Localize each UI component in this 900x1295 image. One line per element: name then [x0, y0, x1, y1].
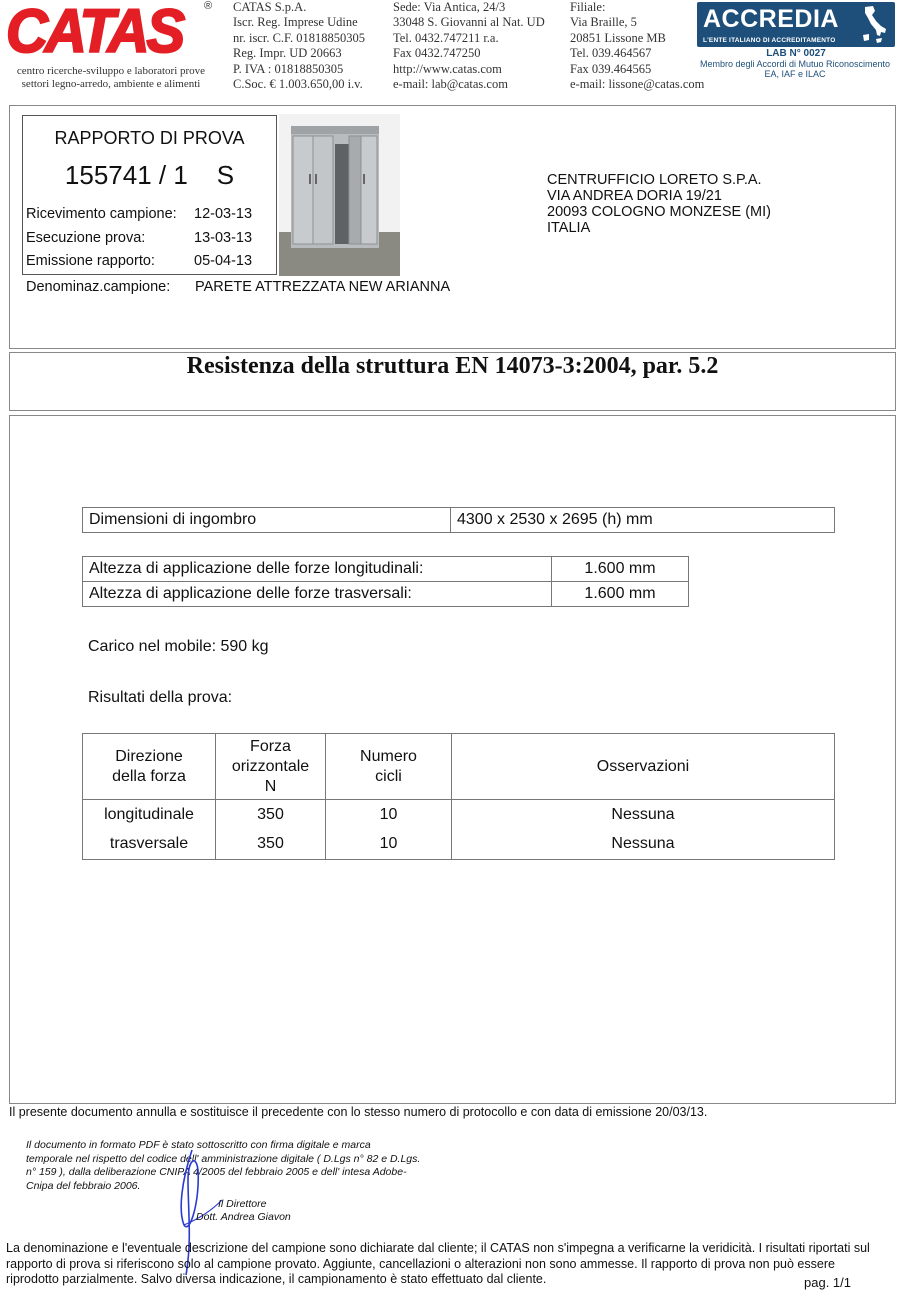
header-force: Forza orizzontale N [216, 734, 326, 800]
test-title: Resistenza della struttura EN 14073-3:2004, par. 5.2 [186, 353, 719, 379]
logo-wordmark: CATAS [6, 0, 183, 66]
row-cycles: 10 [326, 800, 452, 830]
disclaimer: La denominazione e l'eventuale descrizione del campione sono dichiarate dal cliente; il CATAS non s'impegna a verificarne la veridicità. I risultati riportati sul rapporto di prova si riferiscono solo al campione provato. Aggiunte, cancellazioni o alterazioni non sono ammesse. Il rapporto di prova non può essere riprodotto parzialmente. Salvo diversa indicazione, il campionamento è stato effettuato dal cliente. [6, 1241, 870, 1286]
accredia-note: Membro degli Accordi di Mutuo Riconoscimento EA, IAF e ILAC [699, 59, 891, 79]
sample-name-label: Denominaz.campione: [26, 279, 171, 295]
director-title: Il Direttore [218, 1198, 267, 1210]
sample-name-value: PARETE ATTREZZATA NEW ARIANNA [195, 279, 451, 295]
report-id-box [22, 115, 277, 275]
row-force: 350 [216, 800, 326, 830]
accredia-subtitle: L'ENTE ITALIANO DI ACCREDITAMENTO [703, 37, 836, 44]
website-link[interactable]: http://www.catas.com [393, 61, 502, 76]
dimensions-label: Dimensioni di ingombro [83, 508, 451, 533]
sample-photo [279, 114, 400, 276]
results-label: Risultati della prova: [88, 689, 233, 706]
transverse-height-value: 1.600 mm [552, 582, 689, 607]
accredia-lab-number: LAB N° 0027 [766, 48, 826, 59]
filiale-info: Filiale: Via Braille, 5 20851 Lissone MB Tel. 039.464567 Fax 039.464565 e-mail: lissone@catas.com [570, 0, 705, 92]
row-direction: trasversale [83, 830, 216, 860]
accredia-logo [697, 2, 895, 47]
force-height-table [82, 556, 689, 607]
client-country: ITALIA [547, 220, 591, 236]
director-block [196, 1198, 291, 1223]
issued-label: Emissione rapporto: [26, 253, 155, 269]
row-observations: Nessuna [452, 830, 835, 860]
lissone-email-link[interactable]: e-mail: lissone@catas.com [570, 77, 705, 92]
catas-logo [6, 2, 216, 91]
client-address [547, 172, 771, 236]
client-street: VIA ANDREA DORIA 19/21 [547, 188, 722, 204]
table-row [83, 830, 835, 860]
issued-date: 05-04-13 [194, 253, 253, 269]
transverse-height-label: Altezza di applicazione delle forze trasversali: [83, 582, 552, 607]
load-text: Carico nel mobile: 590 kg [88, 638, 269, 655]
header-cycles: Numero cicli [326, 734, 452, 800]
dimensions-table [82, 507, 835, 533]
italy-map-icon [859, 5, 889, 45]
director-name: Dott. Andrea Giavon [196, 1210, 291, 1223]
client-name: CENTRUFFICIO LORETO S.P.A. [547, 172, 762, 188]
accredia-wordmark: ACCREDIA [703, 5, 839, 33]
received-date: 12-03-13 [194, 206, 253, 222]
sede-info: Sede: Via Antica, 24/3 33048 S. Giovanni al Nat. UD Tel. 0432.747211 r.a. Fax 0432.747250 http://www.catas.com e-mail: lab@catas.com [393, 0, 545, 92]
executed-label: Esecuzione prova: [26, 230, 146, 246]
executed-date: 13-03-13 [194, 230, 253, 246]
table-row [83, 582, 689, 607]
registered-mark: ® [204, 0, 213, 12]
table-header-row [83, 734, 835, 800]
client-city: 20093 COLOGNO MONZESE (MI) [547, 204, 771, 220]
row-force: 350 [216, 830, 326, 860]
page-number: pag. 1/1 [804, 1275, 851, 1290]
dimensions-value: 4300 x 2530 x 2695 (h) mm [451, 508, 835, 533]
report-number: 155741 / 1 S [64, 160, 235, 190]
results-table [82, 733, 835, 860]
header-direction: Direzione della forza [83, 734, 216, 800]
table-row [83, 508, 835, 533]
logo-tagline: centro ricerche-sviluppo e laboratori prove settori legno-arredo, ambiente e alimenti [16, 65, 206, 90]
header-observations: Osservazioni [452, 734, 835, 800]
row-cycles: 10 [326, 830, 452, 860]
company-info: CATAS S.p.A. Iscr. Reg. Imprese Udine nr. iscr. C.F. 01818850305 Reg. Impr. UD 20663 P. IVA : 01818850305 C.Soc. € 1.003.650,00 i.v. [233, 0, 365, 92]
lab-email-link[interactable]: e-mail: lab@catas.com [393, 77, 508, 92]
table-row [83, 800, 835, 830]
row-direction: longitudinale [83, 800, 216, 830]
report-title: RAPPORTO DI PROVA [54, 128, 245, 148]
received-label: Ricevimento campione: [26, 206, 177, 222]
longitudinal-height-label: Altezza di applicazione delle forze longitudinali: [83, 557, 552, 582]
row-observations: Nessuna [452, 800, 835, 830]
table-row [83, 557, 689, 582]
longitudinal-height-value: 1.600 mm [552, 557, 689, 582]
digital-signature-note: Il documento in formato PDF è stato sottoscritto con firma digitale e marca temporale nel rispetto del codice dell' amministrazione digitale ( D.Lgs n° 82 e D.Lgs. n° 159 ), dalla deliberazione CNIPA 4/2005 del febbraio 2005 e dell' intesa Adobe- Cnipa del febbraio 2006. [26, 1139, 421, 1192]
replacement-note: Il presente documento annulla e sostituisce il precedente con lo stesso numero di protocollo e con data di emissione 20/03/13. [9, 1105, 708, 1119]
